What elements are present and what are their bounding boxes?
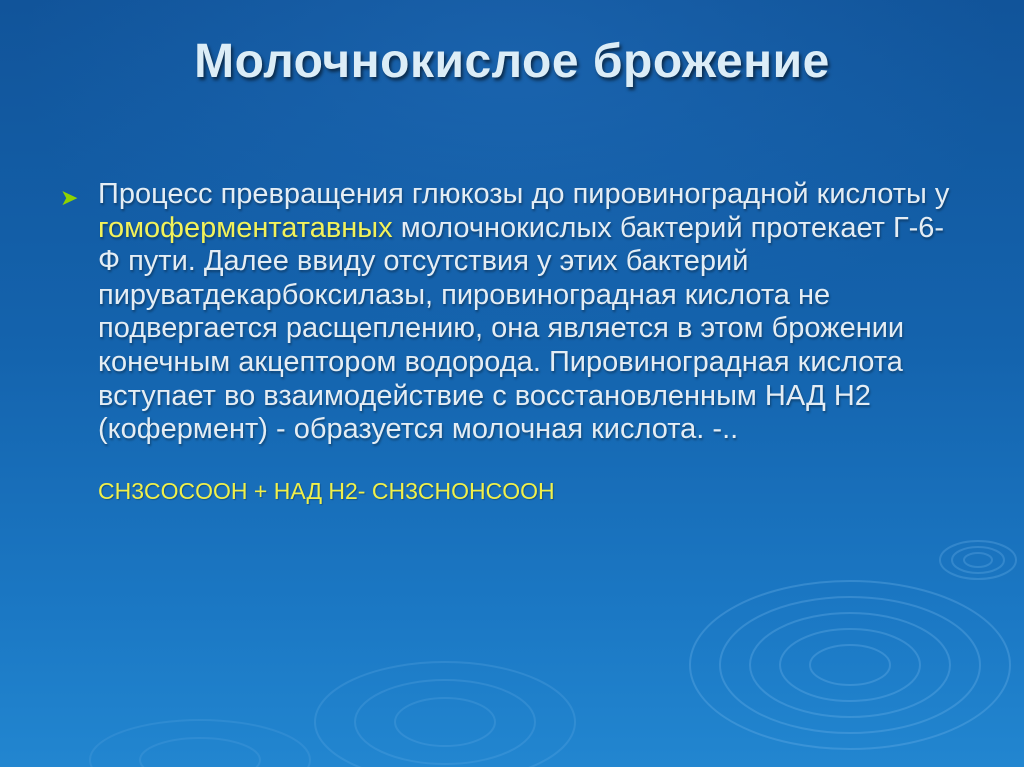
reaction-formula: CH3COCOOH + НАД Н2- CH3CHOHCOOH: [98, 477, 555, 504]
slide-title: Молочнокислое брожение: [194, 35, 830, 88]
ripple-large: [690, 581, 1010, 749]
ripple-bottom-left: [90, 720, 310, 767]
ripple-left: [315, 662, 575, 767]
arrow-bullet-icon: ➤: [60, 185, 79, 210]
paragraph-text-end: молочнокислых бактерий протекает Г-6-Ф пути. Далее ввиду отсутствия у этих бактерий пируватдекарбоксилазы, пировиноградная кислота не подвергается расщеплению, она является в этом брожении конечным акцептором водорода. Пировиноградная кислота вступает во взаимодействие с восстановленным НАД Н2 (кофермент) - образуется молочная кислота. -..: [98, 211, 945, 446]
bullet-paragraph: [98, 178, 960, 447]
ripple-small: [940, 541, 1016, 579]
paragraph-text-start: Процесс превращения глюкозы до пировиноградной кислоты у: [98, 178, 950, 210]
highlighted-term: гомоферментатавных: [98, 211, 393, 244]
slide-body: [60, 178, 960, 505]
